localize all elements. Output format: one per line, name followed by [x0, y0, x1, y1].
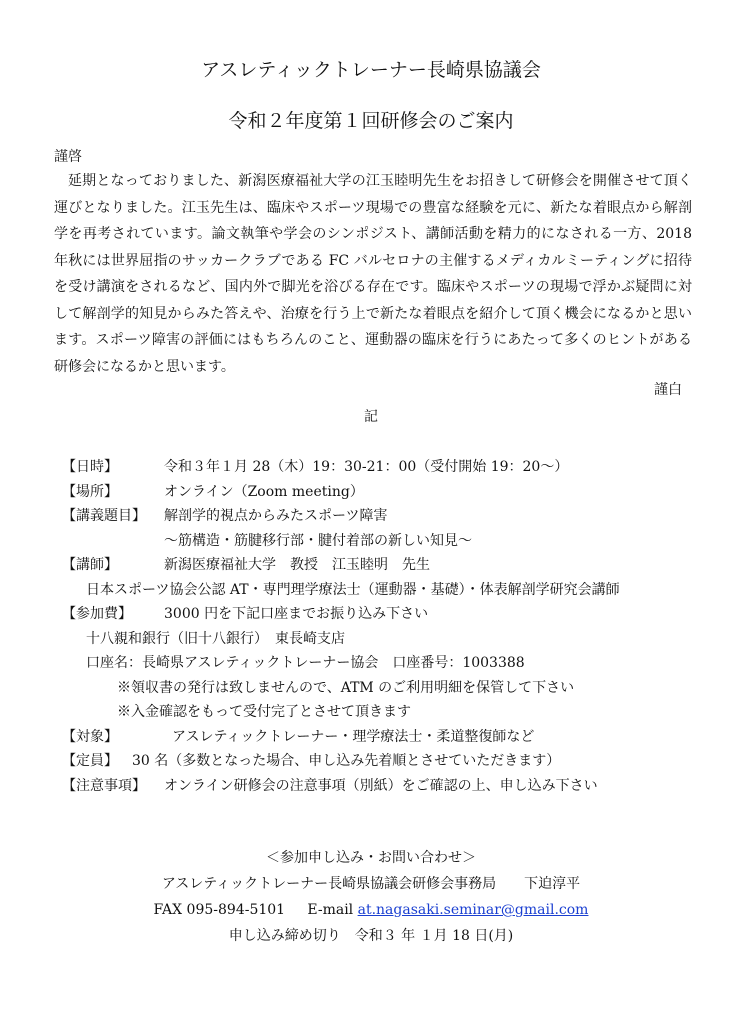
fee-row	[62, 602, 702, 627]
place-value: オンライン（Zoom meeting）	[164, 483, 364, 500]
note2-row	[62, 700, 702, 725]
note1-row	[62, 676, 702, 701]
topic-subtitle-row	[62, 529, 702, 554]
email-link[interactable]: at.nagasaki.seminar@gmail.com	[357, 902, 589, 918]
salutation: 謹啓	[54, 149, 82, 165]
datetime-row	[62, 455, 702, 480]
capacity-row	[62, 749, 702, 774]
deadline-line: 申し込み締め切り 令和３ 年 １月 18 日(月)	[228, 928, 514, 944]
ki-marker: 記	[364, 409, 378, 425]
receipt-note: ※領収書の発行は致しませんので、ATM のご利用明細を保管して下さい	[117, 679, 575, 696]
bank-name: 十八親和銀行（旧十八銀行） 東長崎支店	[86, 630, 345, 647]
fax-number: FAX 095-894-5101	[153, 902, 286, 918]
account-row	[62, 651, 702, 676]
closing: 謹白	[654, 382, 682, 398]
lecturer-qualifications: 日本スポーツ協会公認 AT・専門理学療法士（運動器・基礎）・体表解剖学研究会講師	[86, 581, 620, 598]
document-title: 令和２年度第１回研修会のご案内	[228, 110, 514, 132]
event-details	[62, 455, 702, 798]
lecturer-value: 新潟医療福祉大学 教授 江玉睦明 先生	[164, 557, 430, 573]
target-label: 【対象】	[62, 728, 118, 745]
caution-value: オンライン研修会の注意事項（別紙）をご確認の上、申し込み下さい	[164, 777, 598, 794]
contact-heading: ＜参加申し込み・お問い合わせ＞	[266, 850, 476, 866]
contact-section	[0, 845, 742, 949]
lecturer-quals-row	[62, 578, 702, 603]
bank-row	[62, 627, 702, 652]
datetime-label: 【日時】	[62, 459, 118, 475]
target-value: アスレティックトレーナー・理学療法士・柔道整復師など	[172, 728, 535, 745]
place-row	[62, 480, 702, 505]
topic-label: 【講義題目】	[62, 508, 146, 524]
fee-label: 【参加費】	[62, 606, 132, 622]
topic-value: 解剖学的視点からみたスポーツ障害	[164, 508, 388, 524]
payment-confirmation-note: ※入金確認をもって受付完了とさせて頂きます	[117, 704, 411, 720]
lecturer-label: 【講師】	[62, 557, 118, 573]
lecturer-row	[62, 553, 702, 578]
letter-body: 延期となっておりました、新潟医療福祉大学の江玉睦明先生をお招きして研修会を開催させて頂く運びとなりました。江玉先生は、臨床やスポーツ現場での豊富な経験を元に、新たな着眼点から解剖学を再考されています。論文執筆や学会のシンポジスト、講師活動を精力的になされる一方、2018 年秋には世界屈指のサッカークラブである FC バルセロナの主催するメディカルミーティングに招待を受け講演をされるなど、国内外で脚光を浴びる存在です。臨床やスポーツの現場で浮かぶ疑問に対して解剖学的知見からみた答えや、治療を行う上で新たな着眼点を紹介して頂く機会になるかと思います。スポーツ障害の評価にはもちろんのこと、運動器の臨床を行うにあたって多くのヒントがある研修会になるかと思います。	[54, 173, 692, 375]
office-line: アスレティックトレーナー長崎県協議会研修会事務局 下迫淳平	[161, 876, 581, 892]
organization-title: アスレティックトレーナー長崎県協議会	[201, 59, 541, 81]
topic-row	[62, 504, 702, 529]
topic-subtitle: ～筋構造・筋腱移行部・腱付着部の新しい知見～	[164, 532, 472, 549]
datetime-value: 令和３年１月 28（木）19：30-21：00（受付開始 19：20～）	[164, 459, 569, 475]
email-label: E-mail	[307, 902, 354, 918]
target-row	[62, 725, 702, 750]
caution-row	[62, 774, 702, 799]
place-label: 【場所】	[62, 483, 118, 500]
fax-email-line	[0, 897, 742, 923]
caution-label: 【注意事項】	[62, 777, 146, 794]
capacity-value: 30 名（多数となった場合、申し込み先着順とさせていただきます）	[132, 753, 561, 769]
account-info: 口座名：長崎県アスレティックトレーナー協会 口座番号：1003388	[86, 655, 525, 671]
capacity-label: 【定員】	[62, 753, 118, 769]
fee-value: 3000 円を下記口座までお振り込み下さい	[164, 606, 429, 622]
